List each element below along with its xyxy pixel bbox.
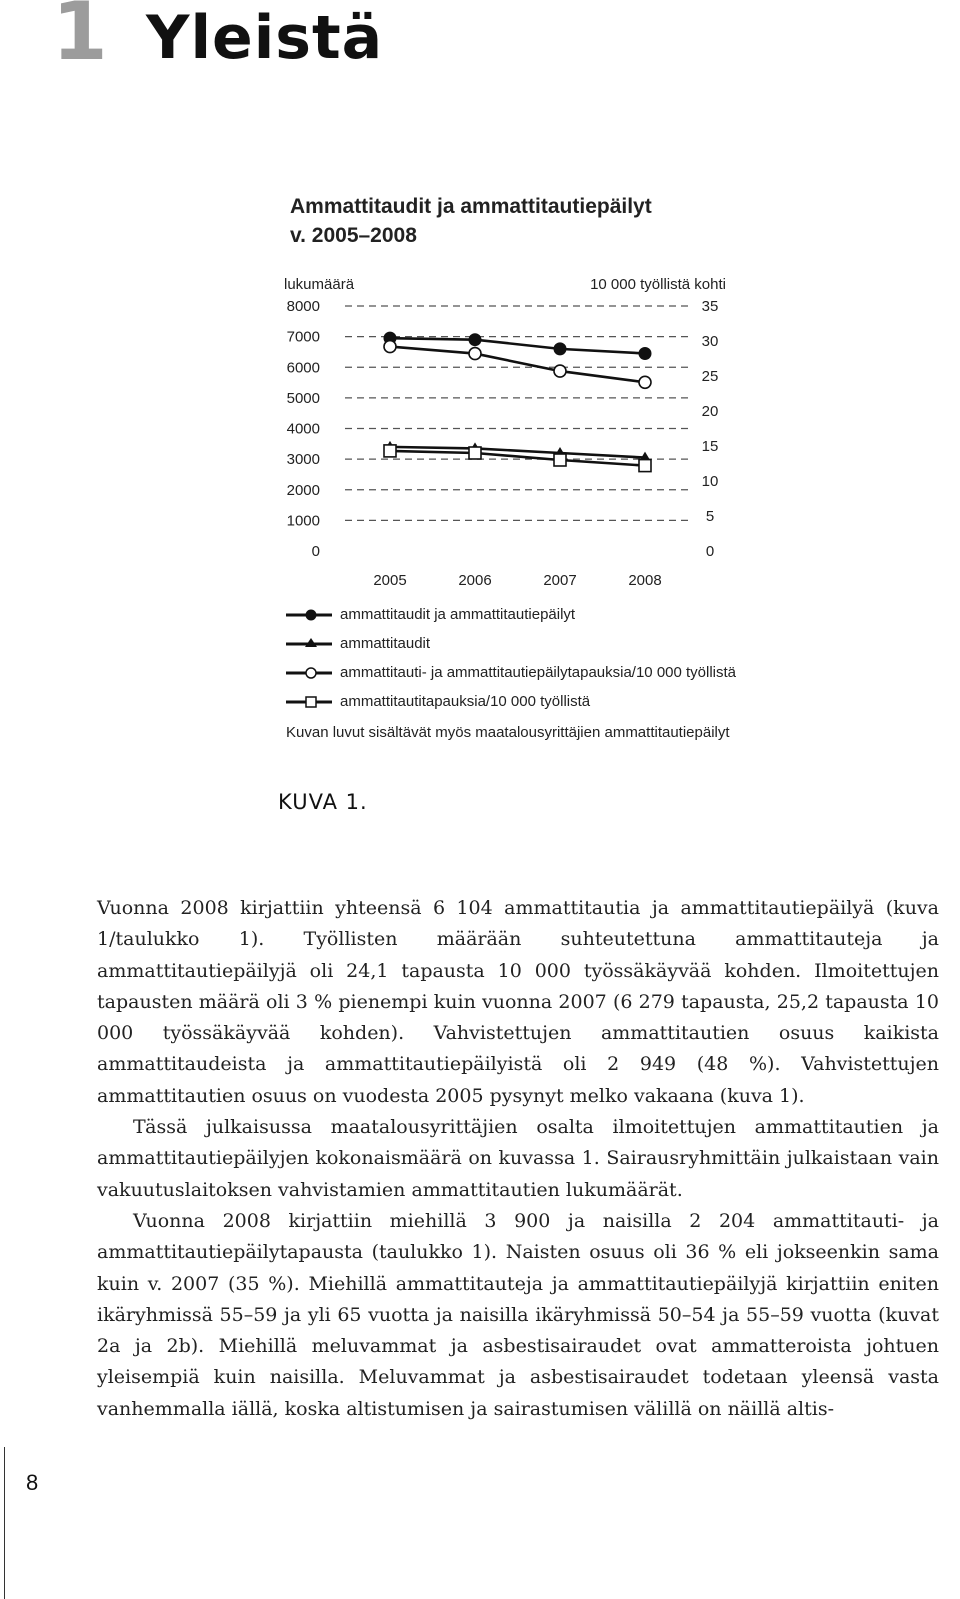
y-right-tick-label: 0 — [705, 543, 715, 560]
y-left-tick-label: 0 — [311, 543, 320, 560]
y-left-tick-label: 3000 — [286, 451, 320, 469]
series-line — [390, 338, 645, 353]
y-left-axis-title: lukumäärä — [284, 276, 355, 293]
y-right-tick-label: 30 — [701, 333, 719, 350]
y-left-tick-label: 1000 — [286, 512, 320, 530]
page-number: 8 — [26, 1470, 39, 1495]
filled-circle-marker-icon — [286, 607, 332, 623]
open-circle-marker-icon — [286, 665, 332, 681]
x-tick-label: 2005 — [373, 572, 407, 589]
data-point — [554, 342, 567, 355]
data-point — [639, 347, 652, 360]
paragraph: Vuonna 2008 kirjattiin yhteensä 6 104 ammattitautia ja ammattitautiepäilyä (kuva 1/taulukko 1). Työllisten määrään suhteutettuna ammattitauteja ja ammattitautiepäilyjä oli 24,1 tapausta 10 000 työssäkäyvää kohden. Ilmoitettujen tapausten määrä oli 3 % pienempi kuin vuonna 2007 (6 279 tapausta, 25,2 tapausta 10 000 työssäkäyvää kohden). Vahvistettujen ammattitautien osuus kaikista ammattitaudeista ja ammattitautiepäilyistä oli 2 949 (48 %). Vahvistettujen ammattitautien osuus on vuodesta 2005 pysynyt melko vakaana (kuva 1). — [97, 897, 939, 1107]
data-point — [639, 376, 651, 388]
y-right-tick-label: 5 — [705, 508, 715, 525]
data-point — [469, 333, 482, 346]
y-right-tick-label: 35 — [701, 298, 719, 315]
paragraph: Tässä julkaisussa maatalousyrittäjien osalta ilmoitettujen ammattitautien ja ammattitautiepäilyjen kokonaismäärä on kuvassa 1. Sairausryhmittäin julkaistaan vain vakuutuslaitoksen vahvistamien ammattitautien lukumäärät. — [97, 1116, 939, 1201]
data-point — [554, 454, 566, 466]
y-right-tick-label: 10 — [701, 473, 719, 490]
legend-label: ammattitautitapauksia/10 000 työllistä — [340, 693, 591, 710]
legend-label: ammattitaudit ja ammattitautiepäilyt — [340, 606, 576, 623]
legend-label: ammattitaudit — [340, 635, 431, 652]
figure-note: Kuvan luvut sisältävät myös maatalousyrittäjien ammattitautiepäilyt — [286, 724, 730, 741]
data-point — [384, 341, 396, 353]
y-right-axis-title: 10 000 työllistä kohti — [590, 276, 726, 293]
data-point — [469, 348, 481, 360]
open-square-marker-icon — [286, 694, 332, 710]
figure-title-line1: Ammattitaudit ja ammattitautiepäilyt — [290, 195, 652, 218]
y-right-tick-label: 20 — [701, 403, 719, 420]
x-tick-label: 2006 — [458, 572, 492, 589]
y-left-tick-label: 7000 — [286, 328, 320, 346]
y-right-tick-label: 15 — [701, 438, 719, 455]
y-left-tick-label: 2000 — [286, 481, 320, 499]
x-tick-label: 2007 — [543, 572, 577, 589]
paragraph: Vuonna 2008 kirjattiin miehillä 3 900 ja naisilla 2 204 ammattitauti- ja ammattitautiepäilytapausta (taulukko 1). Naisten osuus oli 36 % eli jokseenkin sama kuin v. 2007 (35 %). Miehillä ammattitauteja ja ammattitautiepäilyjä kirjattiin eniten ikäryhmissä 55–59 ja yli 65 vuotta ja naisilla ikäryhmissä 50–54 ja 55–59 vuotta (kuvat 2a ja 2b). Miehillä meluvammat ja asbestisairaudet ovat ammatteroista johtuen yleisempiä kuin naisilla. Meluvammat ja asbestisairaudet todetaan yleensä vasta vanhemmalla iällä, koska altistumisen ja sairastumisen välillä on näillä altis- — [97, 1209, 939, 1420]
figure-caption: KUVA 1. — [278, 790, 368, 814]
y-left-tick-label: 6000 — [286, 359, 320, 377]
y-left-tick-label: 5000 — [286, 389, 320, 407]
filled-triangle-marker-icon — [286, 636, 332, 652]
figure-title-line2: v. 2005–2008 — [290, 224, 417, 247]
y-left-tick-label: 4000 — [286, 420, 320, 438]
body-text — [97, 893, 939, 1425]
series-line — [390, 451, 645, 466]
data-point — [384, 445, 396, 457]
line-chart — [0, 0, 960, 600]
y-right-tick-label: 25 — [701, 368, 719, 385]
data-point — [469, 447, 481, 459]
data-point — [639, 460, 651, 472]
legend-label: ammattitauti- ja ammattitautiepäilytapauksia/10 000 työllistä — [340, 664, 737, 681]
x-tick-label: 2008 — [628, 572, 662, 589]
chapter-number: 1 — [52, 0, 108, 78]
data-point — [554, 365, 566, 377]
chapter-title: Yleistä — [146, 3, 384, 73]
margin-rule — [4, 1447, 5, 1599]
y-left-tick-label: 8000 — [286, 298, 320, 315]
